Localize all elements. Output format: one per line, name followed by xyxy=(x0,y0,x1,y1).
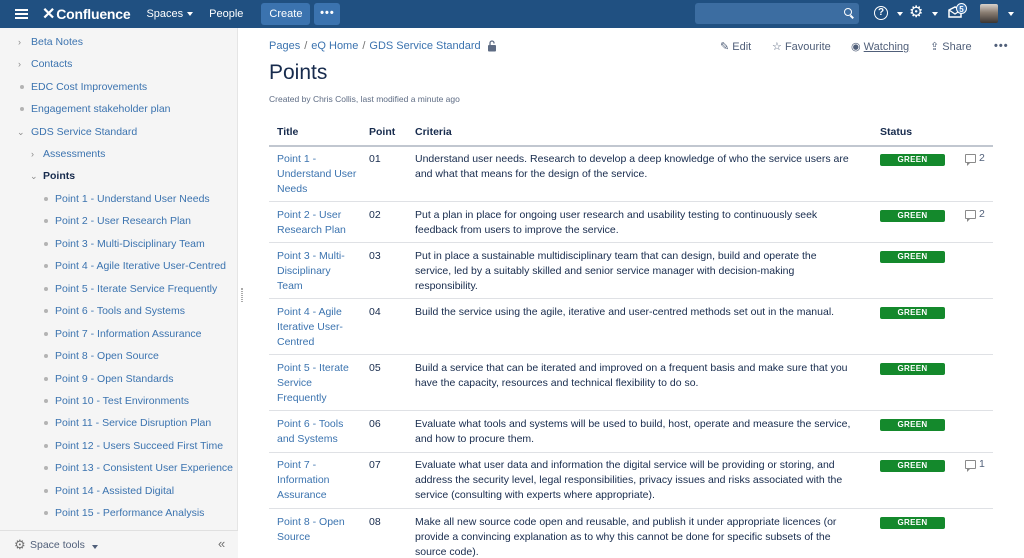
bullet-icon xyxy=(44,377,48,381)
bullet-icon xyxy=(44,399,48,403)
share-icon: ⇪ xyxy=(930,41,940,53)
row-criteria: Understand user needs. Research to develop a deep knowledge of who the service users are and what that means for the design of the service. xyxy=(415,153,849,180)
hamburger-icon xyxy=(15,9,28,19)
space-tools-gear-icon: ⚙ xyxy=(14,537,26,552)
status-badge: GREEN xyxy=(880,154,945,166)
bullet-icon xyxy=(44,332,48,336)
inline-comments-button[interactable]: 1 xyxy=(965,458,985,470)
help-icon[interactable]: ? xyxy=(874,6,888,20)
breadcrumb-gds-service-standard[interactable]: GDS Service Standard xyxy=(369,40,481,52)
bullet-icon xyxy=(44,264,48,268)
create-more-button[interactable]: ••• xyxy=(314,3,340,25)
row-point-number: 02 xyxy=(369,209,381,221)
bullet-icon xyxy=(44,444,48,448)
chevron-down-icon xyxy=(897,12,903,16)
status-badge: GREEN xyxy=(880,251,945,263)
search-icon xyxy=(844,8,852,16)
settings-gear-icon[interactable]: ⚙ xyxy=(909,4,924,21)
row-divider xyxy=(269,201,993,202)
notification-count-badge: 5 xyxy=(956,3,967,14)
breadcrumb-eq-home[interactable]: eQ Home xyxy=(311,40,359,52)
status-badge: GREEN xyxy=(880,460,945,472)
inline-comments-button[interactable]: 2 xyxy=(965,152,985,164)
row-divider xyxy=(269,452,993,453)
row-point-number: 06 xyxy=(369,418,381,430)
row-criteria: Build the service using the agile, iterative and user-centred methods set out in the manual. xyxy=(415,306,835,318)
chevron-down-icon: ⌄ xyxy=(30,171,38,181)
column-header-title: Title xyxy=(277,126,299,138)
chevron-down-icon: ⌄ xyxy=(17,127,25,137)
column-header-point: Point xyxy=(369,126,396,138)
bullet-icon xyxy=(44,309,48,313)
status-badge: GREEN xyxy=(880,517,945,529)
sidebar-resize-handle[interactable] xyxy=(241,288,243,302)
bullet-icon xyxy=(44,197,48,201)
sidebar-footer xyxy=(0,530,238,558)
chevron-down-icon xyxy=(92,545,98,549)
row-divider xyxy=(269,298,993,299)
bullet-icon xyxy=(20,85,24,89)
create-button[interactable]: Create xyxy=(261,3,310,25)
row-point-number: 07 xyxy=(369,459,381,471)
bullet-icon xyxy=(44,466,48,470)
bullet-icon xyxy=(44,354,48,358)
row-point-number: 01 xyxy=(369,153,381,165)
spaces-menu[interactable]: Spaces xyxy=(146,8,193,20)
row-criteria: Build a service that can be iterated and improved on a frequent basis and make sure that you have the capacity, resources and technical flexibility to do so. xyxy=(415,362,848,389)
comment-icon xyxy=(965,154,976,163)
row-criteria: Put in place a sustainable multidisciplinary team that can design, build and operate the service, led by a suitably skilled and senior service manager with decision-making responsibility. xyxy=(415,250,817,292)
chevron-right-icon: › xyxy=(18,59,21,69)
row-title-link[interactable]: Point 5 - Iterate Service Frequently xyxy=(277,362,349,404)
status-badge: GREEN xyxy=(880,363,945,375)
row-criteria: Make all new source code open and reusable, and publish it under appropriate licences (or provide a convincing explanation as to why this cannot be done for specific subsets of the source code). xyxy=(415,516,837,558)
app-switcher-button[interactable] xyxy=(0,0,42,28)
page-title: Points xyxy=(269,61,328,84)
row-criteria: Evaluate what user data and information the digital service will be providing or storing, and address the security level, legal responsibilities, privacy issues and risks associated with the service (consulting with experts where appropriate). xyxy=(415,459,843,501)
more-actions-button[interactable]: ••• xyxy=(994,40,1009,52)
bullet-icon xyxy=(44,489,48,493)
confluence-logo[interactable]: ✕ Confluence xyxy=(42,6,131,23)
row-title-link[interactable]: Point 4 - Agile Iterative User-Centred xyxy=(277,306,343,348)
row-title-link[interactable]: Point 3 - Multi-Disciplinary Team xyxy=(277,250,345,292)
row-title-link[interactable]: Point 8 - Open Source xyxy=(277,516,345,543)
chevron-down-icon xyxy=(1008,12,1014,16)
bullet-icon xyxy=(44,421,48,425)
row-point-number: 08 xyxy=(369,516,381,528)
breadcrumb-pages[interactable]: Pages xyxy=(269,40,301,52)
inline-comments-button[interactable]: 2 xyxy=(965,208,985,220)
bullet-icon xyxy=(44,219,48,223)
space-sidebar: › Beta Notes › Contacts EDC Cost Improvements Engagement stakeholder plan ⌄ GDS Service Standard › Assessments ⌄ Points Point 1 - Understand User Needs Point 2 - User Research Plan Point 3 - Multi-Disciplinary Team Point 4 - Agile Iterative User-Centred Point 5 - Iterate Service Frequently Point 6 - Tools and Systems Point 7 - Information Assurance Point 8 - Open Source Point 9 - Open Standards Point 10 - Test Environments Point 11 - Service Disruption Plan Point 12 - Users Succeed First Time Point 13 - Consistent User Experience Point 14 - Assisted Digital Point 15 - Performance Analysis ⚙ Space tools « xyxy=(0,28,238,558)
column-header-criteria: Criteria xyxy=(415,126,452,138)
comment-icon xyxy=(965,210,976,219)
eye-icon: ◉ xyxy=(851,41,861,53)
table-header-divider xyxy=(269,145,993,147)
bullet-icon xyxy=(44,287,48,291)
comment-icon xyxy=(965,460,976,469)
row-title-link[interactable]: Point 2 - User Research Plan xyxy=(277,209,346,236)
bullet-icon xyxy=(44,242,48,246)
row-point-number: 05 xyxy=(369,362,381,374)
row-point-number: 04 xyxy=(369,306,381,318)
status-badge: GREEN xyxy=(880,419,945,431)
status-badge: GREEN xyxy=(880,307,945,319)
row-divider xyxy=(269,508,993,509)
people-link[interactable]: People xyxy=(209,8,244,20)
row-criteria: Put a plan in place for ongoing user research and usability testing to continuously seek feedback from users to improve the service. xyxy=(415,209,818,236)
edit-button[interactable]: ✎ Edit xyxy=(720,41,752,53)
unlocked-padlock-icon[interactable] xyxy=(487,40,497,52)
row-divider xyxy=(269,242,993,243)
row-title-link[interactable]: Point 7 - Information Assurance xyxy=(277,459,330,501)
top-navigation-bar xyxy=(0,0,1024,28)
star-icon: ☆ xyxy=(772,41,782,53)
row-title-link[interactable]: Point 1 - Understand User Needs xyxy=(277,153,357,195)
row-criteria: Evaluate what tools and systems will be used to build, host, operate and measure the service, and how to procure them. xyxy=(415,418,851,445)
page-byline: Created by Chris Collis, last modified a minute ago xyxy=(269,94,460,104)
bullet-icon xyxy=(20,107,24,111)
bullet-icon xyxy=(44,511,48,515)
space-tools-button[interactable]: Space tools xyxy=(30,539,85,551)
favourite-button[interactable]: ☆ Favourite xyxy=(772,41,831,53)
breadcrumb: Pages / eQ Home / GDS Service Standard xyxy=(269,40,481,52)
row-point-number: 03 xyxy=(369,250,381,262)
chevron-down-icon xyxy=(187,12,193,16)
row-divider xyxy=(269,354,993,355)
watching-button[interactable]: ◉ Watching xyxy=(851,41,910,53)
status-badge: GREEN xyxy=(880,210,945,222)
pencil-icon: ✎ xyxy=(720,41,730,53)
column-header-status: Status xyxy=(880,126,913,138)
share-button[interactable]: ⇪ Share xyxy=(930,41,972,53)
search-input[interactable] xyxy=(695,3,859,24)
collapse-sidebar-icon[interactable]: « xyxy=(218,536,226,551)
confluence-x-icon: ✕ xyxy=(42,6,56,23)
chevron-right-icon: › xyxy=(31,149,34,159)
row-divider xyxy=(269,410,993,411)
chevron-down-icon xyxy=(932,12,938,16)
row-title-link[interactable]: Point 6 - Tools and Systems xyxy=(277,418,344,445)
chevron-right-icon: › xyxy=(18,37,21,47)
user-avatar[interactable] xyxy=(980,4,998,23)
